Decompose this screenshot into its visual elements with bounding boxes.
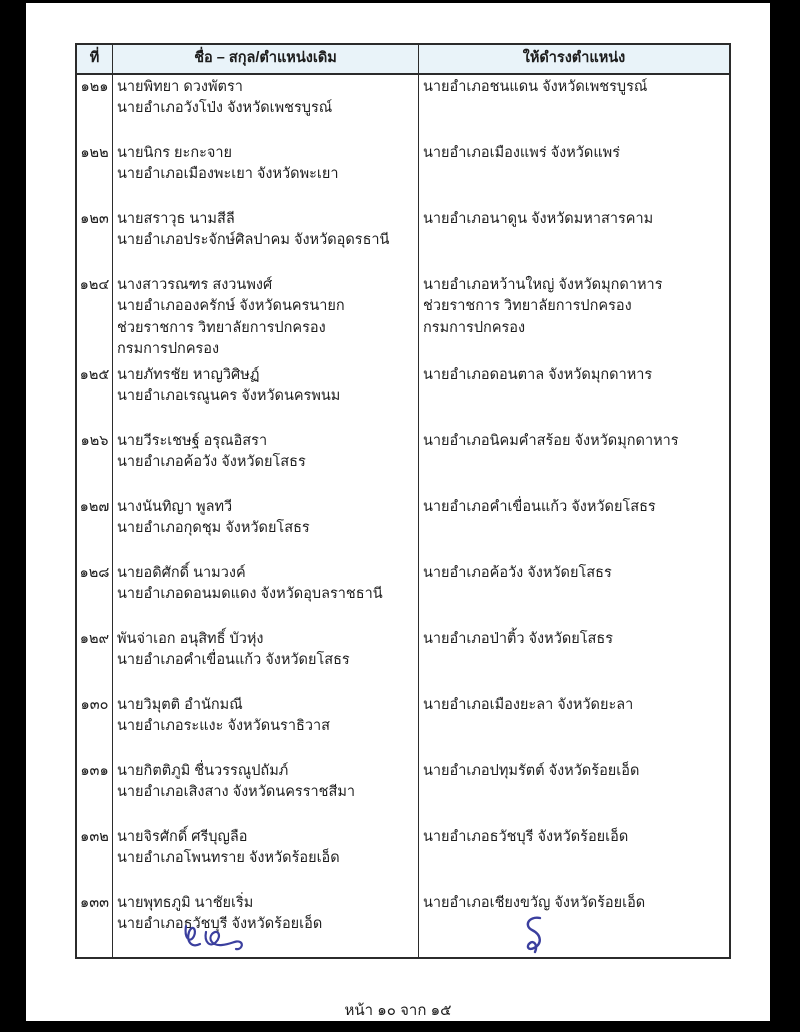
table-header-row: [77, 45, 729, 75]
cell-line: ช่วยราชการ วิทยาลัยการปกครอง: [117, 319, 326, 336]
cell-line: นายอำเภอระแงะ จังหวัดนราธิวาส: [117, 718, 330, 734]
table-row: [77, 627, 729, 693]
cell-from: [113, 141, 419, 207]
cell-to: [419, 273, 729, 363]
cell-line: นายอำเภอโพนทราย จังหวัดร้อยเอ็ด: [117, 850, 340, 866]
cell-line: นายอำเภอวังโป่ง จังหวัดเพชรบูรณ์: [117, 100, 333, 116]
scan-edge-left: [0, 0, 26, 1032]
handwritten-ink-mark-icon: [516, 912, 552, 960]
cell-line: นายอำเภอกุดชุม จังหวัดยโสธร: [117, 520, 310, 536]
cell-line: นายอำเภอค้อวัง จังหวัดยโสธร: [117, 454, 306, 470]
cell-from: [113, 759, 419, 825]
table-row: [77, 273, 729, 363]
cell-line: นายอำเภอคำเขื่อนแก้ว จังหวัดยโสธร: [423, 498, 656, 515]
row-number: ๑๒๘: [77, 561, 113, 627]
cell-line: นายอำเภอเสิงสาง จังหวัดนครราชสีมา: [117, 784, 356, 800]
row-number: ๑๒๗: [77, 495, 113, 561]
cell-from: [113, 363, 419, 429]
cell-from: [113, 627, 419, 693]
cell-line: นายอำเภอค้อวัง จังหวัดยโสธร: [423, 564, 612, 581]
cell-line: นายสราวุธ นามสีลี: [117, 210, 235, 227]
cell-line: นายอำเภอองครักษ์ จังหวัดนครนายก: [117, 298, 345, 314]
cell-line: นางสาวรณฑร สงวนพงศ์: [117, 276, 273, 293]
row-number: ๑๒๓: [77, 207, 113, 273]
table-row: [77, 75, 729, 141]
cell-from: [113, 693, 419, 759]
row-number: ๑๒๙: [77, 627, 113, 693]
page-indicator: หน้า ๑๐ จาก ๑๕: [344, 1002, 452, 1019]
cell-line: นายอำเภอหว้านใหญ่ จังหวัดมุกดาหาร: [423, 276, 663, 293]
scan-edge-right: [770, 0, 800, 1032]
cell-line: นายภัทรชัย หาญวิศิษฏ์: [117, 366, 260, 383]
cell-to: [419, 561, 729, 627]
cell-line: นายอำเภอธวัชบุรี จังหวัดร้อยเอ็ด: [117, 916, 323, 932]
cell-to: [419, 825, 729, 891]
row-number: ๑๒๑: [77, 75, 113, 141]
cell-line: นายจิรศักดิ์ ศรีบุญลือ: [117, 828, 248, 845]
scan-edge-top: [0, 0, 800, 3]
cell-line: นายอำเภอนิคมคำสร้อย จังหวัดมุกดาหาร: [423, 432, 679, 449]
cell-line: นายอำเภอเมืองยะลา จังหวัดยะลา: [423, 696, 634, 713]
cell-from: [113, 75, 419, 141]
cell-line: นายวิมุตติ อำนักมณี: [117, 696, 243, 713]
cell-line: กรมการปกครอง: [423, 319, 526, 336]
cell-line: นายนิกร ยะกะจาย: [117, 144, 233, 161]
cell-line: นายอำเภอนาดูน จังหวัดมหาสารคาม: [423, 210, 654, 227]
cell-line: ช่วยราชการ วิทยาลัยการปกครอง: [423, 298, 632, 314]
cell-line: นายอำเภอดอนมดแดง จังหวัดอุบลราชธานี: [117, 586, 383, 602]
cell-to: [419, 627, 729, 693]
scan-edge-bottom: [0, 1021, 800, 1032]
cell-to: [419, 141, 729, 207]
cell-from: [113, 495, 419, 561]
cell-to: [419, 759, 729, 825]
cell-to: [419, 363, 729, 429]
cell-from: [113, 207, 419, 273]
cell-line: นางนันทิญา พูลทวี: [117, 498, 233, 515]
row-number: ๑๓๑: [77, 759, 113, 825]
cell-line: นายอดิศักดิ์ นามวงค์: [117, 564, 246, 581]
table-row: [77, 891, 729, 957]
cell-line: นายอำเภอเมืองพะเยา จังหวัดพะเยา: [117, 166, 339, 182]
cell-line: นายกิตติภูมิ ชื่นวรรณูปถัมภ์: [117, 762, 289, 779]
cell-line: นายพุทธภูมิ นาชัยเริ่ม: [117, 894, 254, 911]
row-number: ๑๒๕: [77, 363, 113, 429]
table-body: [77, 75, 729, 957]
cell-line: นายพิทยา ดวงพัตรา: [117, 78, 243, 95]
cell-line: กรมการปกครอง: [117, 341, 220, 357]
table-row: [77, 363, 729, 429]
cell-line: นายอำเภอชนแดน จังหวัดเพชรบูรณ์: [423, 78, 648, 95]
table-row: [77, 693, 729, 759]
cell-to: [419, 693, 729, 759]
cell-line: นายอำเภอเรณูนคร จังหวัดนครพนม: [117, 388, 341, 404]
row-number: ๑๓๓: [77, 891, 113, 957]
cell-from: [113, 891, 419, 957]
table-row: [77, 495, 729, 561]
table-row: [77, 141, 729, 207]
cell-to: [419, 207, 729, 273]
cell-line: นายอำเภอประจักษ์ศิลปาคม จังหวัดอุดรธานี: [117, 232, 390, 248]
row-number: ๑๓๒: [77, 825, 113, 891]
table-row: [77, 759, 729, 825]
table-row: [77, 561, 729, 627]
cell-line: นายอำเภอเชียงขวัญ จังหวัดร้อยเอ็ด: [423, 894, 646, 911]
table-row: [77, 429, 729, 495]
header-cell-number: ที่: [77, 45, 113, 73]
cell-from: [113, 273, 419, 363]
cell-line: พันจ่าเอก อนุสิทธิ์ บัวหุ่ง: [117, 630, 264, 647]
header-cell-name-former-position: ชื่อ – สกุล/ตำแหน่งเดิม: [113, 45, 419, 73]
cell-line: นายอำเภอธวัชบุรี จังหวัดร้อยเอ็ด: [423, 828, 629, 845]
cell-to: [419, 429, 729, 495]
handwritten-signature-icon: [178, 912, 258, 957]
appointments-table: [75, 43, 731, 959]
cell-line: นายอำเภอคำเขื่อนแก้ว จังหวัดยโสธร: [117, 652, 350, 668]
cell-from: [113, 825, 419, 891]
cell-to: [419, 891, 729, 957]
cell-line: นายอำเภอดอนตาล จังหวัดมุกดาหาร: [423, 366, 653, 383]
cell-to: [419, 495, 729, 561]
cell-from: [113, 429, 419, 495]
row-number: ๑๒๒: [77, 141, 113, 207]
table-row: [77, 207, 729, 273]
cell-line: นายอำเภอป่าติ้ว จังหวัดยโสธร: [423, 630, 614, 647]
row-number: ๑๒๔: [77, 273, 113, 363]
row-number: ๑๓๐: [77, 693, 113, 759]
cell-line: นายวีระเชษฐ์ อรุณอิสรา: [117, 432, 268, 449]
cell-line: นายอำเภอเมืองแพร่ จังหวัดแพร่: [423, 144, 621, 161]
cell-line: นายอำเภอปทุมรัตต์ จังหวัดร้อยเอ็ด: [423, 762, 640, 779]
table-row: [77, 825, 729, 891]
cell-to: [419, 75, 729, 141]
row-number: ๑๒๖: [77, 429, 113, 495]
cell-from: [113, 561, 419, 627]
header-cell-new-position: ให้ดำรงตำแหน่ง: [522, 50, 626, 66]
